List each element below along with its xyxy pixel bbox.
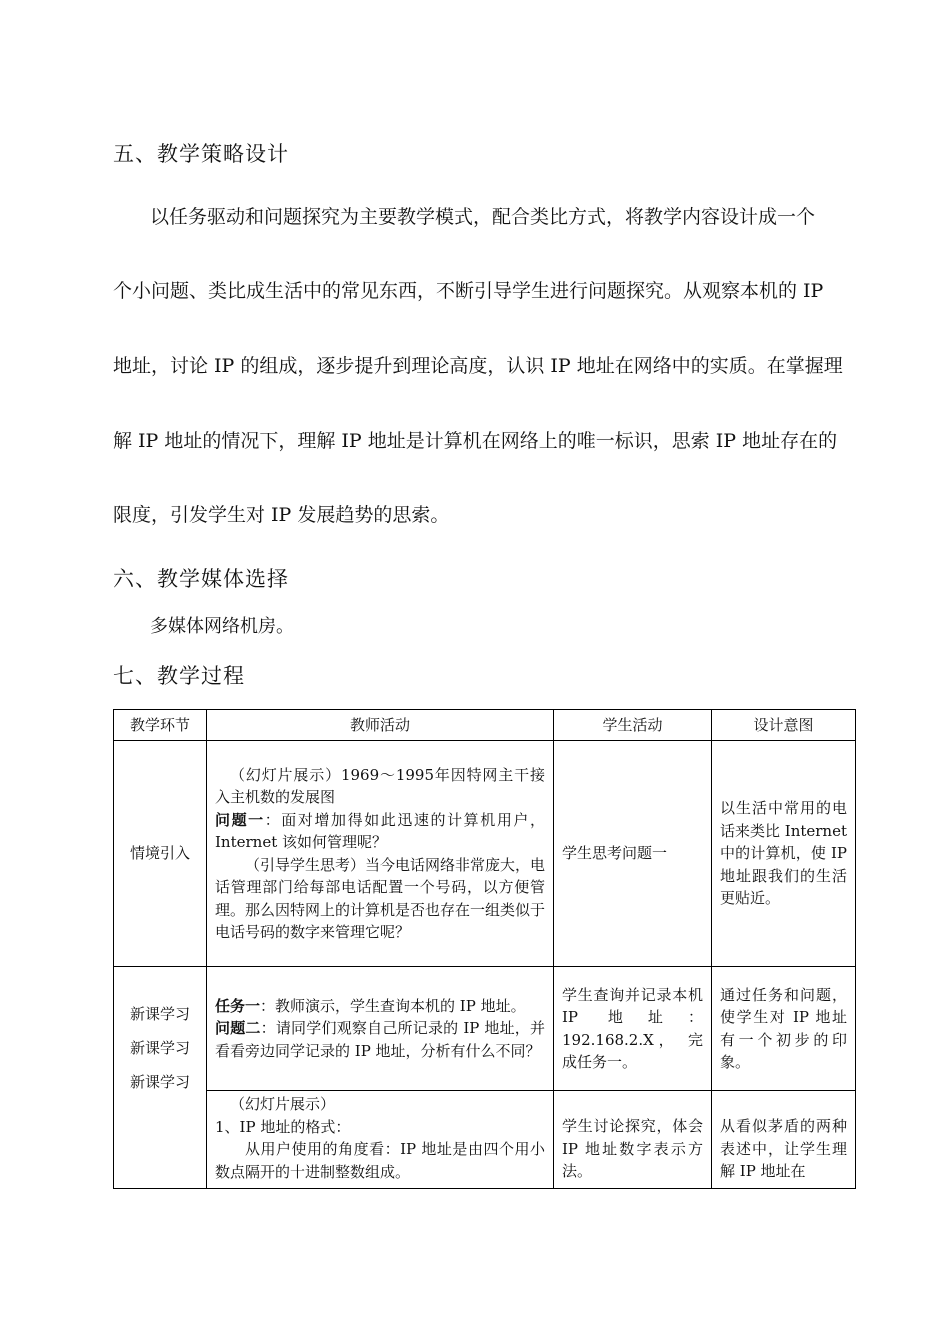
student-activity-cell: 学生查询并记录本机 IP 地址：192.168.2.X， 完成任务一。 bbox=[554, 967, 712, 1091]
teacher-text: 1、IP 地址的格式： bbox=[215, 1117, 351, 1136]
teacher-question bbox=[215, 1017, 545, 1062]
table-row bbox=[114, 1091, 856, 1189]
table-row bbox=[114, 967, 856, 1091]
table-header-row bbox=[114, 710, 856, 741]
strategy-line: 地址，讨论 IP 的组成，逐步提升到理论高度，认识 IP 地址在网络中的实质。在掌握理 bbox=[113, 355, 843, 377]
stage-line: 新课学习 bbox=[129, 1073, 190, 1091]
teacher-activity-cell bbox=[207, 1091, 554, 1189]
header-student: 学生活动 bbox=[554, 710, 712, 741]
question-label: 问题二 bbox=[215, 1019, 261, 1038]
table-row bbox=[114, 741, 856, 967]
teacher-text: （引导学生思考）当今电话网络非常庞大，电话管理部门给每部电话配置一个号码，以方便管理。那么因特网上的计算机是否也存在一组类似于电话号码的数字来管理它呢？ bbox=[215, 855, 546, 941]
teacher-task bbox=[215, 995, 545, 1018]
section-7-heading: 七、教学过程 bbox=[113, 664, 245, 688]
question-label: 问题一 bbox=[215, 810, 265, 829]
strategy-line: 解 IP 地址的情况下，理解 IP 地址是计算机在网络上的唯一标识，思索 IP 地址存在的 bbox=[113, 430, 838, 452]
stage-cell: 情境引入 bbox=[114, 741, 207, 967]
teacher-text: （幻灯片展示） bbox=[230, 1095, 336, 1113]
design-intent-cell: 通过任务和问题，使学生对 IP 地址有一个初步的印象。 bbox=[712, 967, 856, 1091]
teacher-text: （幻灯片展示）1969～1995年因特网主干接入主机数的发展图 bbox=[215, 765, 545, 806]
teacher-activity-cell bbox=[207, 967, 554, 1091]
strategy-line: 限度，引发学生对 IP 发展趋势的思索。 bbox=[113, 504, 450, 526]
teacher-activity-cell bbox=[207, 741, 554, 967]
teaching-process-table bbox=[113, 709, 856, 1189]
question-text: ：请同学们观察自己所记录的 IP 地址，并看看旁边同学记录的 IP 地址，分析有什么不同？ bbox=[215, 1019, 545, 1060]
teacher-text: 从用户使用的角度看：IP 地址是由四个用小数点隔开的十进制整数组成。 bbox=[215, 1140, 545, 1181]
design-intent-cell: 从看似茅盾的两种表述中，让学生理解 IP 地址在 bbox=[712, 1091, 856, 1189]
media-text: 多媒体网络机房。 bbox=[150, 616, 294, 637]
section-6-heading: 六、教学媒体选择 bbox=[113, 567, 289, 591]
stage-cell bbox=[114, 967, 207, 1189]
task-label: 任务一 bbox=[215, 996, 261, 1015]
header-teacher: 教师活动 bbox=[207, 710, 554, 741]
header-intent: 设计意图 bbox=[712, 710, 856, 741]
strategy-line: 个小问题、类比成生活中的常见东西，不断引导学生进行问题探究。从观察本机的 IP bbox=[113, 280, 824, 302]
stage-line: 新课学习 bbox=[129, 1039, 190, 1057]
section-5-heading: 五、教学策略设计 bbox=[113, 142, 289, 166]
student-activity-cell: 学生思考问题一 bbox=[554, 741, 712, 967]
stage-line: 新课学习 bbox=[129, 1005, 190, 1023]
task-text: ：教师演示，学生查询本机的 IP 地址。 bbox=[260, 996, 526, 1015]
teacher-question bbox=[215, 809, 545, 854]
design-intent-cell: 以生活中常用的电话来类比 Internet 中的计算机，使 IP 地址跟我们的生活更贴近。 bbox=[712, 741, 856, 967]
question-text: ：面对增加得如此迅速的计算机用户，Internet 该如何管理呢？ bbox=[215, 810, 545, 851]
student-activity-cell: 学生讨论探究，体会 IP 地址数字表示方法。 bbox=[554, 1091, 712, 1189]
header-stage: 教学环节 bbox=[114, 710, 207, 741]
strategy-line: 以任务驱动和问题探究为主要教学模式，配合类比方式，将教学内容设计成一个 bbox=[150, 206, 816, 228]
